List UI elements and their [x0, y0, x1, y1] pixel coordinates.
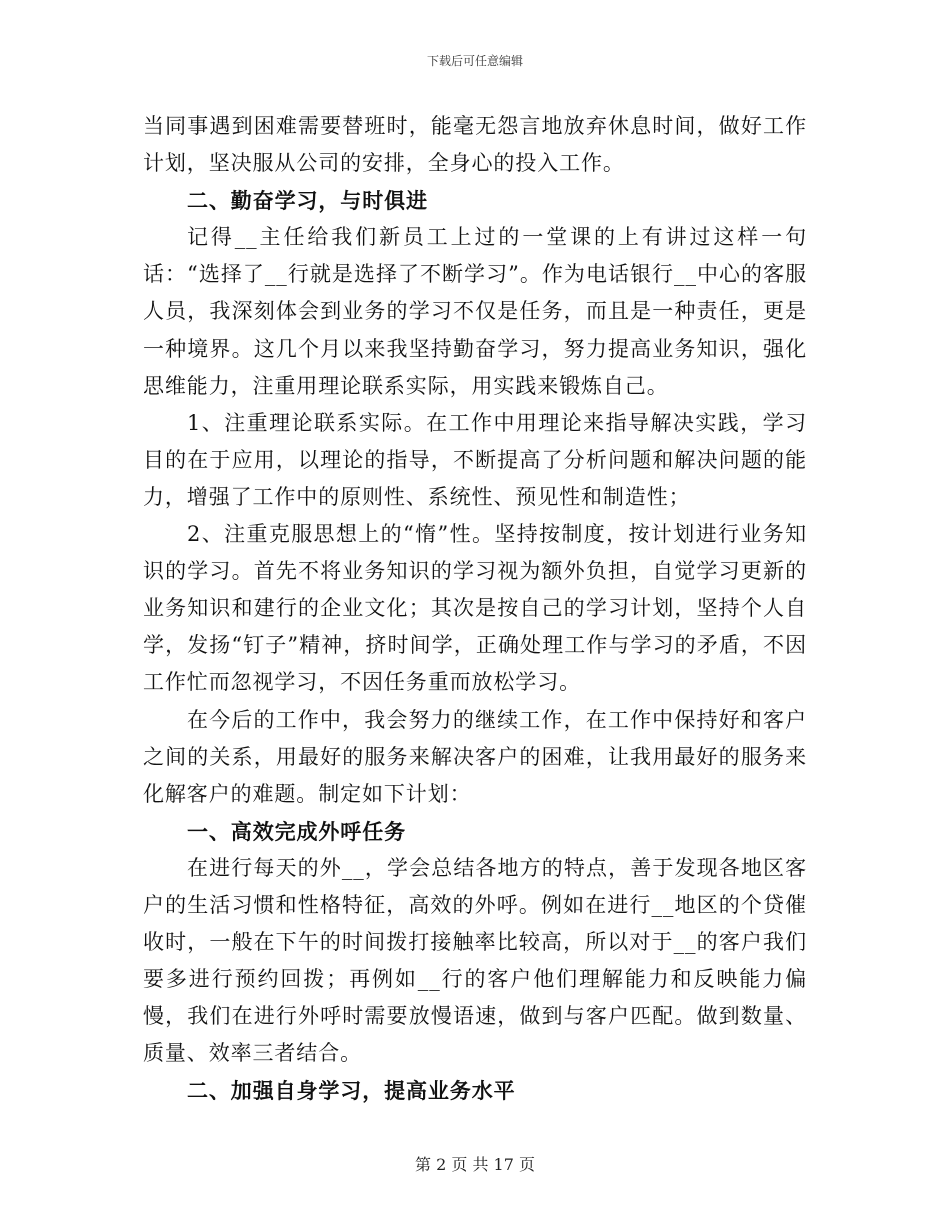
- paragraph-future-plan: 在今后的工作中，我会努力的继续工作，在工作中保持好和客户之间的关系，用最好的服务来解决客户的困难，让我用最好的服务来化解客户的难题。制定如下计划：: [143, 707, 807, 806]
- paragraph-continuation: 当同事遇到困难需要替班时，能毫无怨言地放弃休息时间，做好工作计划，坚决服从公司的安排，全身心的投入工作。: [143, 114, 807, 176]
- paragraph-overcome-inertia: 2、注重克服思想上的“惰”性。坚持按制度，按计划进行业务知识的学习。首先不将业务知识的学习视为额外负担，自觉学习更新的业务知识和建行的企业文化；其次是按自己的学习计划，坚持个人自学，发扬“钉子”精神，挤时间学，正确处理工作与学习的矛盾，不因工作忙而忽视学习，不因任务重而放松学习。: [143, 522, 807, 695]
- section-heading-outbound-calls: 一、高效完成外呼任务: [187, 818, 406, 844]
- page-number: 第 2 页 共 17 页: [415, 1155, 535, 1174]
- document-body: [143, 108, 807, 1110]
- page-header: 下载后可任意编辑: [426, 54, 523, 68]
- paragraph-study-intro: 记得__主任给我们新员工上过的一堂课的上有讲过这样一句话：“选择了__行就是选择了不断学习”。作为电话银行__中心的客服人员，我深刻体会到业务的学习不仅是任务，而且是一种责任，更是一种境界。这几个月以来我坚持勤奋学习，努力提高业务知识，强化思维能力，注重用理论联系实际，用实践来锻炼自己。: [143, 225, 807, 398]
- section-heading-self-learning: 二、加强自身学习，提高业务水平: [187, 1078, 516, 1104]
- paragraph-outbound-calls: 在进行每天的外__，学会总结各地方的特点，善于发现各地区客户的生活习惯和性格特征，高效的外呼。例如在进行__地区的个贷催收时，一般在下午的时间拨打接触率比较高，所以对于__的客户我们要多进行预约回拨；再例如__行的客户他们理解能力和反映能力偏慢，我们在进行外呼时需要放慢语速，做到与客户匹配。做到数量、质量、效率三者结合。: [143, 855, 807, 1066]
- paragraph-theory-practice: 1、注重理论联系实际。在工作中用理论来指导解决实践，学习目的在于应用，以理论的指导，不断提高了分析问题和解决问题的能力，增强了工作中的原则性、系统性、预见性和制造性；: [143, 410, 807, 509]
- section-heading-study: 二、勤奋学习，与时俱进: [187, 188, 428, 214]
